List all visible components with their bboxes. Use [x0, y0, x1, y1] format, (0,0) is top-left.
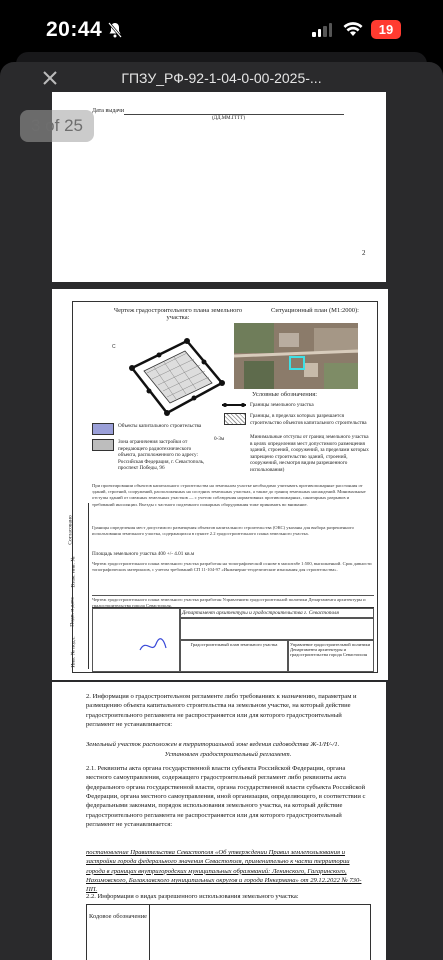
- section-2-heading: 2. Информация о градостроительном регламенте либо требованиях к назначению, параметрам и размещению объекта капитального строительства на земельном участке, на который действие градостроительного регламента не распространяется или для которого градостроительный регламент не устанавливается:: [86, 693, 357, 729]
- side-label: Инв. № подл.: [70, 636, 77, 668]
- status-time: 20:44: [46, 18, 103, 41]
- document-title: ГПЗУ_РФ-92-1-04-0-00-2025-...: [121, 70, 322, 86]
- battery-indicator: 19: [371, 20, 401, 39]
- stamp-header: [180, 618, 374, 640]
- issue-date-label: Дата выдачи: [92, 108, 125, 114]
- situation-plan-caption: Ситуационный план (М1:2000):: [271, 307, 359, 314]
- paragraph-text: Чертеж градостроительного плана земельного участка разработан Управлением градостроительной политики Департамента архитектуры и градостроительства города Севастополя.: [92, 597, 366, 609]
- section-2-1: 2.1. Реквизиты акта органа государственной власти субъекта Российской Федерации, органа местного самоуправления, содержащего градостроительный регламент либо реквизиты акта федерального органа государственной власти, органа государственной власти субъекта Российской Федерации, органа местного самоуправления, иной организации, определяющего, в соответствии с федеральными законами, порядок использования земельного участка, на который действие градостроительного регламента не распространяется или для которого градостроительный регламент не устанавливается:: [86, 765, 366, 829]
- paragraph-text: Границы определения мест допустимого размещения объектов капитального строительства (ОКС) указаны для выбора разрешенного использования земельного участка, содержащихся в пункте 2.2 градостроительного плана земельного участка.: [92, 525, 354, 537]
- status-bar: [0, 0, 443, 60]
- divider: [124, 114, 344, 115]
- boundary-legend-icon: [222, 401, 246, 409]
- plot-drawing: [92, 323, 242, 423]
- restriction-legend-icon: [92, 439, 114, 451]
- table-cell: [86, 904, 150, 960]
- building-legend-icon: [92, 423, 114, 435]
- side-label: Подп. и дата: [69, 597, 76, 627]
- document-page-4[interactable]: [52, 682, 386, 960]
- divider: [92, 595, 374, 596]
- date-format-label: (ДД.ММ.ГГГГ): [212, 116, 246, 121]
- paragraph-text: Чертеж градостроительного плана земельного участка разработан на топографической основе в масштабе 1:500, выполненной. Срок давности топографических материалов, с учетом требований СП 11-104-97 «Инженерно-геодезические изыскания для строительства».: [92, 561, 372, 573]
- buildable-zone-legend-icon: [224, 413, 246, 425]
- resolution-text: постановление Правительства Севастополя «Об утверждении Правил землепользования и застройки города федерального значения Севастополя, применительно к части территории города в границах внутригородских муниципальных образований: Ленинского, Гагаринского, Нахимовского, Балаклавского муниципальных округов и города Инкермана» от 29.12.2022 № 730-ПП.: [86, 849, 362, 894]
- distance-label: 0-3м: [214, 436, 225, 442]
- drawing-caption: Чертеж градостроительного плана земельного участка:: [113, 307, 243, 322]
- silent-mode-icon: [108, 22, 122, 38]
- legend-building-label: Объекты капитального строительства: [118, 423, 202, 429]
- stamp-right: Управление градостроительной политики Департамента архитектуры и градостроительства города Севастополя: [288, 640, 374, 672]
- page-number: 2: [362, 249, 366, 257]
- page-indicator: 3 of 25: [20, 110, 94, 142]
- regulation-status: Установлен градостроительный регламент.: [164, 751, 292, 758]
- legend-setback-label: Минимальные отступы от границ земельного участка в целях определения мест допустимого размещения зданий, строений, сооружений, за пределами которых запрещено строительство зданий, строений, сооружений, несмотря видим разрешенного использования): [250, 434, 369, 473]
- legend-restriction-label: Зона ограничения застройки от передающего радиотехнического объекта, расположенного по адресу: Российская Федерация, г. Севастополь, проспект Победы, 96: [118, 439, 205, 471]
- svg-text:С: С: [112, 344, 116, 350]
- document-page-3[interactable]: [52, 289, 388, 680]
- plot-area-text: Площадь земельного участка 400 +/- 4.01 кв.м: [92, 551, 195, 557]
- wifi-icon: [343, 21, 363, 37]
- title-block: [92, 607, 374, 672]
- stamp-title: Градостроительный план земельного участка: [180, 640, 288, 672]
- paragraph-text: При проектировании объектов капитального строительства на земельном участке необходимо учитывать противопожарные расстояния от зданий, строений, сооружений, расположенных на соседних земельных участках, а также до границ земельных насаждений. Минимальные отступы зданий от смежных земельных участков — с учетом соблюдения нормативных противопожарных, санитарных разрывов и требований инсоляции. Въезды с частного подземного пожарных оборудования тоже принимать во внимание.: [92, 483, 366, 507]
- document-page-2[interactable]: [52, 92, 386, 282]
- side-strip: [67, 503, 89, 669]
- side-label: Взам. инв. №: [70, 556, 77, 588]
- side-label: Согласовано: [67, 515, 74, 545]
- table-cell: [148, 904, 371, 960]
- legend-title: Условные обозначения:: [252, 391, 318, 398]
- zone-info: Земельный участок расположен в территориальной зоне ведения садоводства Ж-1/Н/-/1.: [86, 741, 340, 748]
- stamp-org: Департамент архитектуры и градостроительства г. Севастополя: [180, 608, 374, 618]
- legend-buildable-label: Границы, в пределах которых разрешается строительство объектов капитального строительства: [250, 413, 367, 426]
- section-2-2: 2.2. Информация о видах разрешенного использования земельного участка:: [86, 893, 299, 900]
- cellular-signal-icon: [312, 23, 332, 37]
- table-header: Кодовое обозначение: [89, 913, 147, 920]
- signature-icon: [138, 636, 168, 656]
- legend-boundary-label: Границы земельного участка: [250, 402, 314, 408]
- situation-map: [234, 323, 358, 389]
